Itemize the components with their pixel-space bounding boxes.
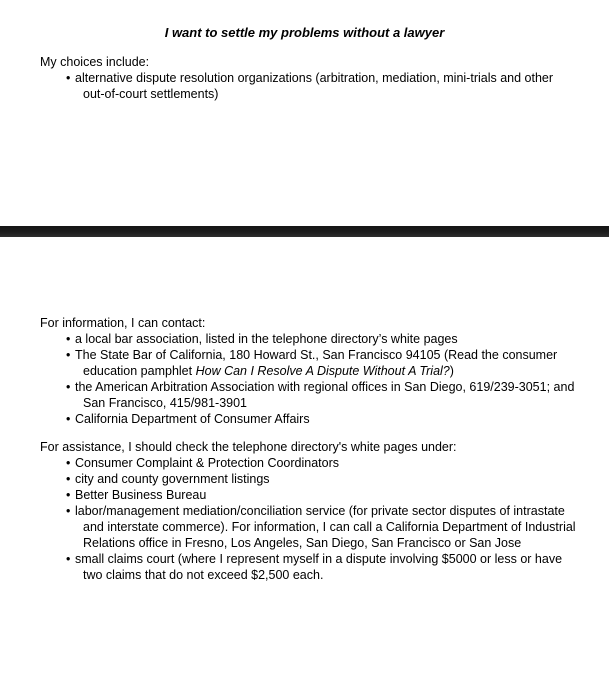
bullet-icon: • <box>66 71 71 85</box>
list-item-text: the American Arbitration Association with regional offices in San Diego, 619/239-3051; and San Francisco, 415/981-3901 <box>75 380 575 410</box>
choices-intro: My choices include: <box>40 55 150 69</box>
list-item <box>66 411 578 427</box>
list-item-text: a local bar association, listed in the telephone directory’s white pages <box>75 332 458 346</box>
bullet-icon: • <box>66 412 71 426</box>
list-item <box>66 551 578 583</box>
list-item-text: city and county government listings <box>75 472 270 486</box>
bullet-icon: • <box>66 552 71 566</box>
bullet-icon: • <box>66 472 71 486</box>
assistance-list <box>0 455 609 583</box>
bullet-icon: • <box>66 348 71 362</box>
list-item-text: small claims court (where I represent myself in a dispute involving $5000 or less or have two claims that do not exceed $2,500 each. <box>75 552 563 582</box>
list-item-text: Consumer Complaint & Protection Coordinators <box>75 456 340 470</box>
contact-intro: For information, I can contact: <box>40 316 206 330</box>
contact-list <box>0 331 609 427</box>
choices-list <box>0 70 609 102</box>
list-item-text: Better Business Bureau <box>75 488 207 502</box>
pamphlet-title: How Can I Resolve A Dispute Without A Trial? <box>195 364 450 378</box>
list-item-text: California Department of Consumer Affairs <box>75 412 310 426</box>
bullet-icon: • <box>66 488 71 502</box>
assistance-intro: For assistance, I should check the telephone directory's white pages under: <box>40 440 457 454</box>
page-title: I want to settle my problems without a lawyer <box>164 25 445 40</box>
list-item-text: labor/management mediation/conciliation service (for private sector disputes of intrastate and interstate commerce). For information, I can call a California Department of Industrial Relations office in Fresno, Los Angeles, San Diego, San Francisco or San Jose <box>75 504 576 550</box>
list-item-text: alternative dispute resolution organizations (arbitration, mediation, mini-trials and other out-of-court settlements) <box>75 71 554 101</box>
page-break-bar <box>0 226 609 237</box>
list-item-text: ) <box>449 364 454 378</box>
bullet-icon: • <box>66 456 71 470</box>
list-item <box>66 379 578 411</box>
list-item <box>66 471 578 487</box>
document-page <box>0 25 609 676</box>
list-item <box>66 503 578 551</box>
list-item <box>66 347 578 379</box>
bullet-icon: • <box>66 332 71 346</box>
list-item-text: The State Bar of California, 180 Howard St., San Francisco 94105 (Read the consumer education pamphlet <box>75 348 558 378</box>
list-item <box>66 70 578 102</box>
list-item <box>66 455 578 471</box>
list-item <box>66 487 578 503</box>
bullet-icon: • <box>66 380 71 394</box>
bullet-icon: • <box>66 504 71 518</box>
list-item <box>66 331 578 347</box>
